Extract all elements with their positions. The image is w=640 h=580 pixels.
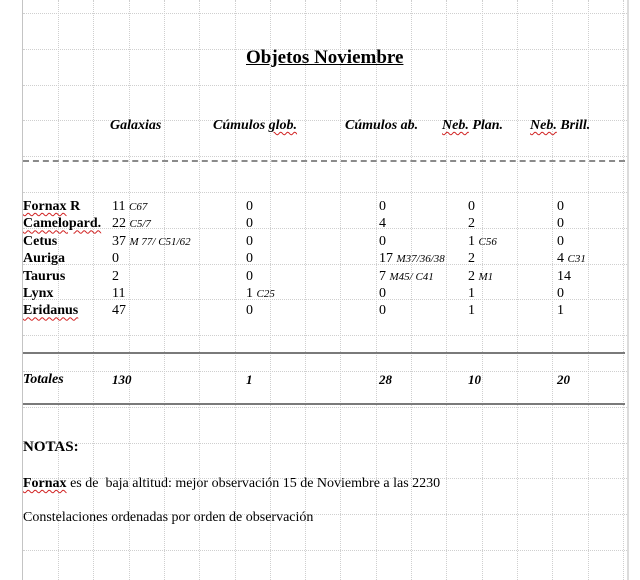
cell-neb-brill[interactable] (557, 216, 564, 232)
cell-value: 0 (557, 199, 564, 214)
cell-value: 1 (468, 233, 475, 249)
grid-line-horizontal (23, 156, 627, 157)
cell-value: 0 (246, 303, 253, 319)
spellcheck-word[interactable]: Neb. (442, 118, 469, 133)
total-cumulos-glob[interactable]: 1 (246, 372, 253, 387)
totals-label[interactable]: Totales (23, 372, 64, 387)
catalog-reference: C31 (567, 253, 586, 266)
grid-line-vertical (164, 0, 165, 580)
grid-line-vertical (340, 0, 341, 580)
cell-neb-brill[interactable] (557, 251, 586, 267)
cell-value: 11 (112, 286, 126, 301)
cell-cumulos-glob[interactable] (246, 234, 253, 250)
cell-value: 14 (557, 268, 571, 284)
cell-galaxias[interactable] (112, 286, 125, 302)
constellation-name[interactable]: Auriga (23, 251, 65, 267)
total-galaxias[interactable]: 130 (112, 372, 132, 387)
cell-value: 1 (468, 286, 475, 301)
column-header-cumulos-ab[interactable]: Cúmulos ab. (345, 118, 419, 133)
header-divider (23, 160, 625, 162)
cell-cumulos-glob[interactable] (246, 269, 253, 285)
cell-cumulos-ab[interactable] (379, 251, 445, 267)
catalog-reference: M45/ C41 (389, 270, 434, 283)
catalog-reference: C56 (478, 235, 497, 248)
cell-cumulos-ab[interactable] (379, 303, 386, 319)
right-page-edge (627, 0, 629, 580)
cell-value: 0 (379, 199, 386, 214)
cell-value: 0 (246, 233, 253, 249)
cell-value: 1 (557, 303, 564, 319)
cell-cumulos-glob[interactable] (246, 251, 253, 267)
cell-value: 0 (379, 303, 386, 319)
totals-top-rule (23, 352, 625, 354)
cell-cumulos-glob[interactable] (246, 216, 253, 232)
spellcheck-word[interactable]: Neb. (530, 118, 557, 133)
catalog-reference: M 77/ C51/62 (129, 235, 191, 248)
column-header-neb-plan[interactable]: Neb. Plan. (442, 118, 504, 133)
catalog-reference: C25 (256, 288, 275, 300)
constellation-name[interactable]: Cetus (23, 233, 58, 249)
cell-value: 47 (112, 303, 126, 319)
cell-neb-brill[interactable] (557, 234, 564, 250)
cell-cumulos-glob[interactable] (246, 303, 253, 319)
cell-neb-brill[interactable] (557, 269, 571, 285)
cell-value: 17 (379, 251, 393, 267)
cell-value: 2 (468, 216, 475, 232)
grid-line-vertical (376, 0, 377, 580)
column-header-cumulos-glob[interactable]: Cúmulos glob. (213, 118, 298, 133)
cell-value: 1 (246, 286, 253, 301)
cell-cumulos-ab[interactable] (379, 216, 386, 232)
cell-galaxias[interactable] (112, 199, 147, 215)
cell-galaxias[interactable] (112, 269, 119, 285)
cell-neb-brill[interactable] (557, 303, 564, 319)
cell-value: 0 (468, 199, 475, 214)
cell-cumulos-glob[interactable] (246, 286, 275, 302)
cell-value: 2 (468, 268, 475, 284)
total-cumulos-ab[interactable]: 28 (379, 372, 392, 387)
constellation-name[interactable]: Fornax R (23, 199, 81, 214)
cell-value: 11 (112, 199, 126, 214)
cell-value: 7 (379, 268, 386, 284)
grid-line-vertical (93, 0, 94, 580)
cell-galaxias[interactable] (112, 251, 119, 267)
grid-line-horizontal (23, 13, 627, 14)
spellcheck-word[interactable]: Fornax (23, 199, 67, 214)
cell-neb-plan[interactable] (468, 303, 475, 319)
grid-line-horizontal (23, 335, 627, 336)
cell-value: 0 (557, 216, 564, 232)
note-line-1-text: es de baja altitud: mejor observación 15 de Noviembre a las 2230 (66, 476, 441, 491)
cell-neb-plan[interactable] (468, 286, 475, 302)
cell-value: 22 (112, 216, 126, 232)
cell-value: 0 (246, 216, 253, 232)
grid-line-vertical (235, 0, 236, 580)
note-line-2[interactable]: Constelaciones ordenadas por orden de observación (23, 510, 314, 525)
document-title[interactable]: Objetos Noviembre (246, 47, 404, 68)
note-line-1[interactable] (23, 476, 440, 492)
cell-value: 0 (246, 268, 253, 284)
cell-neb-plan[interactable] (468, 269, 493, 285)
cell-cumulos-ab[interactable] (379, 269, 434, 285)
constellation-name[interactable]: Eridanus (23, 303, 79, 319)
catalog-reference: M37/36/38 (396, 253, 445, 266)
cell-value: 2 (468, 251, 475, 267)
cell-value: 0 (557, 233, 564, 249)
constellation-name[interactable]: Camelopard. (23, 216, 102, 232)
cell-value: 0 (557, 286, 564, 301)
cell-value: 0 (246, 199, 253, 214)
grid-line-vertical (58, 0, 59, 580)
total-neb-brill[interactable]: 20 (557, 372, 570, 387)
cell-value: 2 (112, 268, 119, 284)
spellcheck-word[interactable]: Fornax (23, 476, 67, 491)
grid-line-vertical (552, 0, 553, 580)
catalog-reference: M1 (478, 270, 494, 283)
totals-bottom-rule (23, 403, 625, 405)
column-header-galaxias[interactable]: Galaxias (110, 118, 162, 133)
cell-value: 0 (112, 251, 119, 267)
grid-line-vertical (482, 0, 483, 580)
grid-line-horizontal (23, 550, 627, 551)
constellation-name[interactable]: Lynx (23, 286, 54, 301)
constellation-name[interactable]: Taurus (23, 268, 66, 284)
cell-neb-plan[interactable] (468, 216, 475, 232)
catalog-reference: C67 (128, 201, 148, 213)
cell-value: 0 (379, 286, 386, 301)
cell-neb-plan[interactable] (468, 234, 497, 250)
cell-neb-plan[interactable] (468, 251, 475, 267)
cell-value: 4 (379, 216, 386, 232)
cell-cumulos-glob[interactable] (246, 199, 253, 215)
grid-line-vertical (411, 0, 412, 580)
grid-line-horizontal (23, 443, 627, 444)
cell-galaxias[interactable] (112, 216, 151, 232)
grid-line-vertical (446, 0, 447, 580)
cell-value: 4 (557, 251, 564, 267)
grid-line-vertical (199, 0, 200, 580)
cell-galaxias[interactable] (112, 234, 191, 250)
cell-cumulos-ab[interactable] (379, 234, 386, 250)
spellcheck-word[interactable]: glob. (268, 118, 298, 133)
notes-heading[interactable]: NOTAS: (23, 439, 79, 455)
grid-line-horizontal (23, 407, 627, 408)
grid-line-horizontal (23, 192, 627, 193)
cell-galaxias[interactable] (112, 303, 126, 319)
cell-value: 0 (379, 233, 386, 249)
cell-cumulos-ab[interactable] (379, 199, 386, 215)
total-neb-plan[interactable]: 10 (468, 372, 481, 387)
grid-line-vertical (129, 0, 130, 580)
cell-value: 1 (468, 303, 475, 319)
cell-cumulos-ab[interactable] (379, 286, 386, 302)
grid-line-vertical (623, 0, 624, 580)
cell-neb-plan[interactable] (468, 199, 475, 215)
grid-line-horizontal (23, 85, 627, 86)
cell-value: 0 (246, 251, 253, 267)
grid-line-vertical (517, 0, 518, 580)
cell-neb-brill[interactable] (557, 286, 564, 302)
cell-neb-brill[interactable] (557, 199, 564, 215)
cell-value: 37 (112, 233, 126, 249)
grid-line-vertical (588, 0, 589, 580)
column-header-neb-brill[interactable]: Neb. Brill. (530, 118, 591, 133)
catalog-reference: C5/7 (129, 218, 151, 231)
grid-line-vertical (305, 0, 306, 580)
